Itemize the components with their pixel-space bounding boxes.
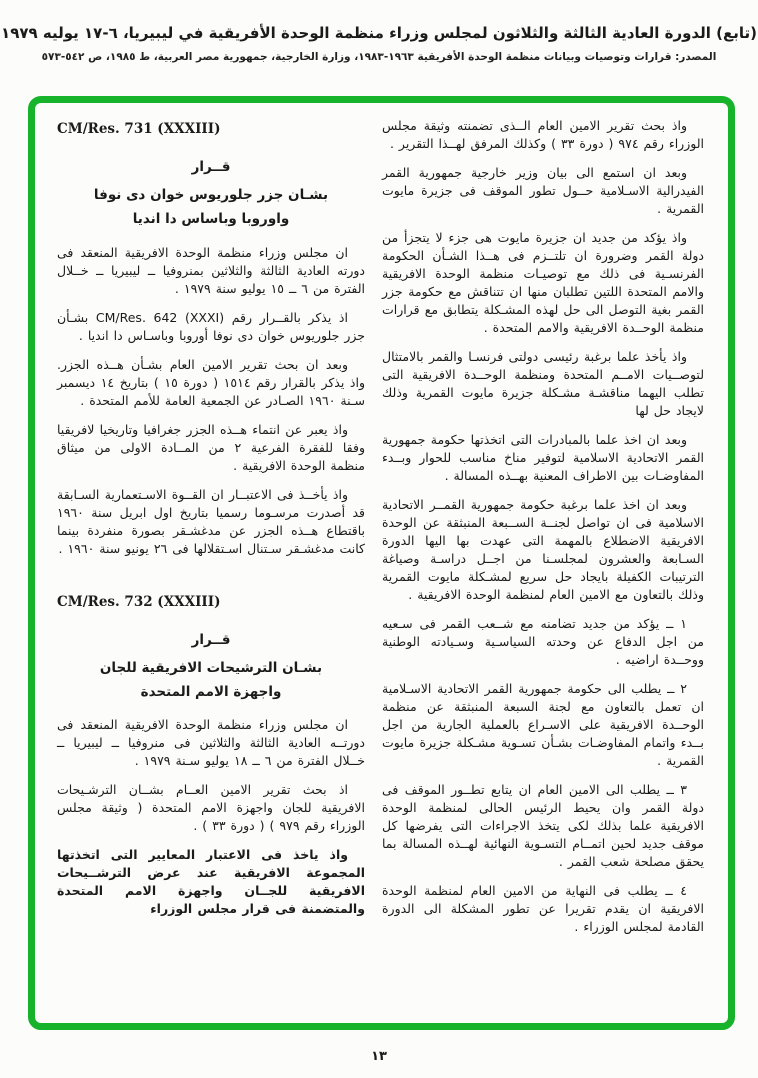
source-citation: المصدر: قرارات وتوصيات وبيانات منظمة الوحدة الأفريقية ١٩٦٣-١٩٨٣، وزارة الخارجية، جمهورية مصر العربية، ط ١٩٨٥، ص ٥٤٢-٥٧٣ [41, 51, 717, 63]
resolution-731-subtitle-2: واوروبا وباساس دا انديا [132, 211, 290, 228]
paragraph: اذ يذكر بالقــرار رقم ‎CM/Res. 642 (XXXI)‎ بشـأن جزر جلوريوس خوان دى نوفا أوروبا وباسـاس دا انديا . [57, 309, 365, 343]
resolution-731-heading: قــرار [191, 159, 231, 175]
paragraph: اذ بحث تقرير الامين العــام بشــان الترشـيحات الافريقية للجان واجهزة الامم المتحدة ( وثيقة مجلس الوزراء رقم ٩٧٩ ) ( دورة ٣٣ ) . [57, 782, 365, 833]
operative-paragraph-3: ٣ ــ يطلب الى الامين العام ان يتابع تطــور الموقف فى دولة القمر وان يحيط الرئيس الحالى لمنظمة الوحدة الافريقية علما بذلك لكى يتخذ الاجراءات التى يفرضها كل موقف جديد لحين اتمــام التسـوية النهائية لهــذه المسالة بما يحقق مصلحة شعب القمر . [382, 782, 704, 869]
session-title: (تابع) الدورة العادية الثالثة والثلاثون لمجلس وزراء منظمة الوحدة الأفريقية في ليبيريا، ٦-١٧ يوليه ١٩٧٩ [1, 24, 757, 42]
paragraph: واذ يعبر عن انتماء هــذه الجزر جغرافيا وتاريخيا لافريقيا وفقا للفقرة الفرعية ٢ من المــادة الاولى من ميثاق منظمة الوحدة الافريقية . [57, 421, 365, 473]
paragraph: وبعد ان بحث تقرير الامين العام بشـأن هــذه الجزر. واذ يذكر بالقرار رقم ١٥١٤ ( دورة ١٥ ) بتاريخ ١٤ ديسمبر سـنة ١٩٦٠ الصـادر عن الجمعية العامة للأمم المتحدة . [57, 356, 365, 408]
paragraph: وبعد ان استمع الى بيان وزير خارجية جمهورية القمر الفيدرالية الاسـلامية حــول تطور الموقف فى جزيرة مايوت القمرية . [382, 165, 704, 216]
operative-paragraph-4: ٤ ــ يطلب فى النهاية من الامين العام لمنظمة الوحدة الافريقية ان يقدم تقريرا عن تطور المشكلة الى الدورة القادمة لمجلس الوزراء . [382, 883, 704, 934]
resolution-id-731: CM/Res. 731 (XXXIII) [57, 121, 221, 137]
paragraph: واذ يأخــذ فى الاعتبــار ان القــوة الاسـتعمارية السـابقة قد أصدرت مرسـوما رسميا بتاريخ اول ابريل سنة ١٩٦٠ باقتطاع هــذه الجزر عن مدغشـقر بصورة منفردة بينما كانت مدغشـقر سـتنال اسـتقلالها فى ٢٦ يونيو سنة ١٩٦٠ . [57, 486, 365, 556]
resolution-id-732: CM/Res. 732 (XXXIII) [57, 593, 221, 610]
resolution-732-subtitle-1: بشـان الترشيحات الافريقية للجان [99, 659, 323, 676]
operative-paragraph-1: ١ ــ يؤكد من جديد تضامنه مع شــعب القمر فى سـعيه من اجل الدفاع عن وحدته السياسـية وسـيادته الوطنية ووحــدة اراضيه . [382, 616, 704, 667]
paragraph: واذ ياخذ فى الاعتبار المعايير التى اتخذتها المجموعة الافريقية عند عرض الترشــيحات الافريقية للجــان واجهزة الامم المتحدة والمتضمنة فى قرار مجلس الوزراء [57, 847, 365, 916]
resolution-732-heading: قــرار [191, 631, 231, 648]
paragraph: واذ يؤكد من جديد ان جزيرة مايوت هى جزء لا يتجزأ من دولة القمر وضرورة ان تلتــزم فى هــذا الشـأن الحكومة الفرنسـية فى ذلك مع توصيـات منظمة الوحدة الافريقية والامم المتحدة اللتين تطلبان منها ان تتناقش مع حكومة جزر القمر بغية التوصل الى حل لهذه المشـكلة يتطابق مع قرارات منظمة الوحــدة الافريقية والامم المتحدة . [382, 230, 704, 335]
column-right-continuation [382, 117, 704, 1015]
paragraph: ان مجلس وزراء منظمة الوحدة الافريقية المنعقد فى دورته العادية الثالثة والثلاثين بمنروفيا ــ ليبيريا ــ خــلال الفترة من ٦ ــ ١٥ يوليو سنة ١٩٧٩ . [57, 244, 365, 296]
resolution-731-subtitle-1: بشـان جزر جلوريوس خوان دى نوفا [93, 187, 329, 203]
page-header [0, 24, 758, 63]
frame-content [35, 103, 728, 1023]
resolution-732-subtitle-2: واجهزة الامم المتحدة [140, 683, 282, 700]
column-left-resolutions [57, 117, 365, 1015]
paragraph: واذ بحث تقرير الامين العام الــذى تضمنته وثيقة مجلس الوزراء رقم ٩٧٤ ( دورة ٣٣ ) وكذلك المرفق لهــذا التقرير . [382, 118, 704, 151]
paragraph: وبعد ان اخذ علما بالمبادرات التى اتخذتها حكومة جمهورية القمر الاتحادية الاسلامية لتوفير مناخ مناسب للحوار وبــدء المفاوضـات بين الاطراف المعنية بهــذه المسالة . [382, 432, 704, 483]
resolution-frame-border [28, 96, 735, 1030]
page-number: ١٣ [371, 1049, 387, 1064]
paragraph: واذ يأخذ علما برغبة رئيسى دولتى فرنسـا والقمر بالامتثال لتوصــيات الامــم المتحدة ومنظمة الوحــدة الافريقية التى تطلب اليهما مناقشـة مشـكلة جزيرة مايوت القمرية وذلك لايجاد حل لها [382, 349, 704, 418]
paragraph: وبعد ان اخذ علما برغبة حكومة جمهورية القمــر الاتحادية الاسلامية فى ان تواصل لجنــة الســبعة المنبثقة عن الوحدة الافريقية الاضطلاع بالمهمة التى عهدت بها اليها الدورة السـابعة والعشرون لمجلسـنا من اجــل دراسـة وصياغة الترتيبات الكفيلة بايجاد حل سريع لمشـكلة مايوت القمرية وذلك بالتعاون مع الامين العام لمنظمة الوحدة الافريقية . [382, 497, 704, 602]
operative-paragraph-2: ٢ ــ يطلب الى حكومة جمهورية القمر الاتحادية الاسـلامية ان تعمل بالتعاون مع لجنة السبعة المنبثقة عن منظمة الوحــدة الافريقية على الاسـراع بالعملية الجارية من اجل بــدء واتمام المفاوضـات بشـأن تسـوية مشـكلة جزيرة مايوت القمرية . [382, 681, 704, 768]
paragraph: ان مجلس وزراء منظمة الوحدة الافريقية المنعقد فى دورتــه العادية الثالثة والثلاثين فى منروفيا ــ ليبيريا ــ خــلال الفترة من ٦ ــ ١٨ يوليو سـنة ١٩٧٩ . [57, 717, 365, 768]
